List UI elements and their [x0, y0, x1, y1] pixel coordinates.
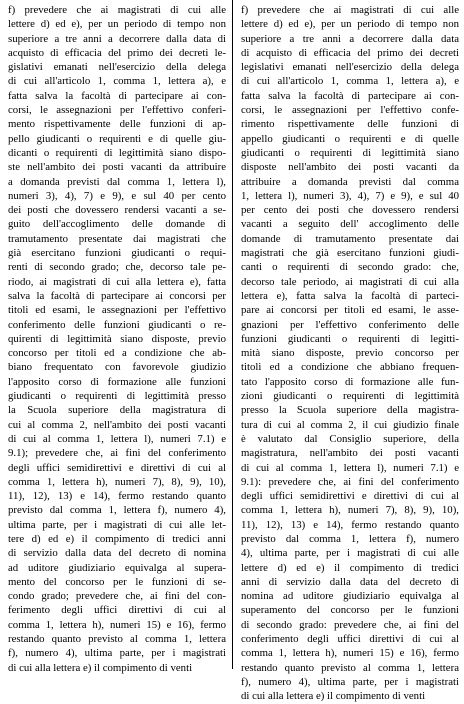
text-line: giudicanti o requirenti di legittimità siano	[241, 146, 459, 159]
text-line: mento rispettivamente delle funzioni di ap-	[8, 118, 226, 131]
text-line: fatta salva la facoltà di partecipare ai con-	[241, 89, 459, 102]
text-line: ste nell'ambito dei posti vacanti da attribuire	[8, 161, 226, 174]
text-line: f), numero 4), ultima parte, per i magistrati	[241, 675, 459, 688]
text-line: ferimento degli uffici direttivi di cui al	[8, 604, 226, 617]
text-line: comma 1, lettera h), numeri 7), 8), 9), 10),	[241, 504, 459, 517]
text-line: legislativi emanati nell'esercizio della delega	[241, 61, 459, 74]
text-line: funzioni giudicanti o requirenti di legitti-	[241, 332, 459, 345]
left-column-text	[8, 3, 226, 675]
text-line: lettere d) ed e), per un periodo di tempo non	[241, 18, 459, 31]
text-line: nomina ad uditore giudiziario equivalga al	[241, 590, 459, 603]
text-line: previsto dal comma 1, lettera f), numero 4),	[8, 504, 226, 517]
text-line: superamento del concorso per le funzioni	[241, 604, 459, 617]
text-line: pare ai concorsi per titoli ed esami, le asse-	[241, 304, 459, 317]
text-line: gnazioni per l'effettivo conferimento delle	[241, 318, 459, 331]
text-line: superiore a tre anni a decorrere dalla data di	[8, 32, 226, 45]
text-line: degli uffici semidirettivi e direttivi di cui al	[8, 461, 226, 474]
text-line: pello giudicanti o requirenti e di quelle giu-	[8, 132, 226, 145]
text-line: biano frequentato con favorevole giudizio	[8, 361, 226, 374]
text-line: di cui al comma 1, lettera l), numeri 7.1) e	[8, 432, 226, 445]
text-line: decorso tale periodo, ai magistrati di cui alla	[241, 275, 459, 288]
text-line: f) prevedere che ai magistrati di cui alle	[241, 4, 459, 16]
text-line: ad uditore giudiziario equivalga al supera-	[8, 561, 226, 574]
text-line: zioni giudicanti o requirenti di legittimità	[241, 390, 459, 403]
text-line: anni di servizio dalla data del decreto di	[241, 575, 459, 588]
text-line: corsi, le assegnazioni per l'effettivo confe-	[241, 104, 459, 117]
text-line: giudicanti o requirenti di legittimità presso	[8, 390, 226, 403]
text-line: di cui all'articolo 1, comma 1, lettera a), e	[8, 75, 226, 88]
text-line: lettera e), fatta salva la facoltà di parteci-	[241, 289, 459, 302]
text-line: di acquisto di efficacia del primo dei decreti	[241, 46, 459, 59]
text-line: attribuire a domanda previsti dal comma	[241, 175, 459, 188]
text-line: riodo, ai magistrati di cui alla lettera e), fatta	[8, 275, 226, 288]
text-line: numeri 3), 4), 7) e 9), e sul 40 per cento	[8, 189, 226, 202]
text-line: tere d) ed e) il compimento di tredici anni	[8, 532, 226, 545]
text-line: fatta salva la facoltà di partecipare ai con-	[8, 89, 226, 102]
text-line: guito dell'accoglimento delle domande di	[8, 218, 226, 231]
text-line: comma 1, lettera h), numeri 15) e 16), fermo	[241, 647, 459, 660]
text-line: f), numero 4), ultima parte, per i magistrati	[8, 647, 226, 660]
text-line: è valutato dal Consiglio superiore, della	[241, 432, 459, 445]
text-line: conferimento degli uffici direttivi di cui al	[241, 633, 459, 646]
text-line: tura di cui al comma 2, il cui giudizio finale	[241, 418, 459, 431]
right-column-text	[241, 3, 459, 704]
text-line: quirenti di legittimità siano disposte, previo	[8, 332, 226, 345]
text-line: magistrati che già esercitano funzioni giudi-	[241, 247, 459, 260]
text-line: vacanti a seguito dell' accoglimento delle	[241, 218, 459, 231]
column-divider	[232, 0, 233, 669]
text-line: di servizio dalla data del decreto di nomina	[8, 547, 226, 560]
text-line: f) prevedere che ai magistrati di cui alle	[8, 4, 226, 16]
text-line: rimento rispettivamente delle funzioni di	[241, 118, 459, 131]
text-line: 9.1); prevedere che, ai fini del conferimento	[8, 447, 226, 460]
text-line: l'apposito corso di formazione alle funzioni	[8, 375, 226, 388]
text-line: per cento dei posti che dovessero rendersi	[241, 204, 459, 217]
text-line: corsi, le assegnazioni per l'effettivo conferi-	[8, 104, 226, 117]
text-line: mità siano disposte, previo concorso per	[241, 347, 459, 360]
text-line: gislativi emanati nell'esercizio della delega	[8, 61, 226, 74]
text-line: condo grado; prevedere che, ai fini del con-	[8, 590, 226, 603]
text-line: titoli ed esami, le assegnazioni per l'effettivo	[8, 304, 226, 317]
text-line: canti o requirenti di secondo grado: che,	[241, 261, 459, 274]
text-line: cui al comma 2, nell'ambito dei posti vacanti	[8, 418, 226, 431]
text-line: restando quanto previsto al comma 1, lettera	[241, 661, 459, 674]
text-line: la Scuola superiore della magistratura di	[8, 404, 226, 417]
text-line: 4), ultima parte, per i magistrati di cui alle	[241, 547, 459, 560]
text-line: previsto dal comma 1, lettera f), numero	[241, 532, 459, 545]
text-line: di cui alla lettera e) il compimento di venti	[8, 661, 193, 674]
text-line: 9.1): prevedere che, ai fini del conferimento	[241, 475, 459, 488]
text-line: già esercitano funzioni giudicanti o requi-	[8, 247, 226, 260]
text-line: lettere d) ed e), per un periodo di tempo non	[8, 18, 226, 31]
text-line: a domanda previsti dal comma 1, lettera l),	[8, 175, 226, 188]
text-line: ultima parte, per i magistrati di cui alle let-	[8, 518, 226, 531]
text-line: lettere d) ed e) il compimento di tredici	[241, 561, 459, 574]
text-line: conferimento delle funzioni giudicanti o re-	[8, 318, 226, 331]
text-line: tramutamento presentate dai magistrati che	[8, 232, 226, 245]
text-line: superiore a tre anni a decorrere dalla data	[241, 32, 459, 45]
text-line: mento del concorso per le funzioni di se-	[8, 575, 226, 588]
text-line: magistratura, nell'ambito dei posti vacanti	[241, 447, 459, 460]
text-line: comma 1, lettera h), numeri 7), 8), 9), 10),	[8, 475, 226, 488]
text-line: comma 1, lettera h), numeri 15) e 16), fermo	[8, 618, 226, 631]
text-line: domande di tramutamento presentate dai	[241, 232, 459, 245]
text-line: degli uffici semidirettivi e direttivi di cui al	[241, 490, 459, 503]
text-line: 1, lettera l), numeri 3), 4), 7) e 9), e sul 40	[241, 189, 459, 202]
text-line: di cui alla lettera e) il compimento di venti	[241, 690, 426, 703]
text-line: titoli ed a condizione che abbiano frequen-	[241, 361, 459, 374]
text-line: appello giudicanti o requirenti e di quelle	[241, 132, 459, 145]
text-line: dicanti o requirenti di legittimità siano dispo-	[8, 146, 226, 159]
text-line: tato l'apposito corso di formazione alle fun-	[241, 375, 459, 388]
text-line: 11), 12), 13) e 14), fermo restando quanto	[241, 518, 459, 531]
text-line: di secondo grado: prevedere che, ai fini del	[241, 618, 459, 631]
text-line: restando quanto previsto al comma 1, lettera	[8, 633, 226, 646]
text-line: di cui all'articolo 1, comma 1, lettera a), e	[241, 75, 459, 88]
text-line: concorso per titoli ed a condizione che ab-	[8, 347, 226, 360]
text-line: acquisto di efficacia del primo dei decreti le-	[8, 46, 226, 59]
text-line: renti di secondo grado; che, decorso tale pe-	[8, 261, 226, 274]
text-line: dei posti che dovessero rendersi vacanti a se-	[8, 204, 226, 217]
text-line: presso la Scuola superiore della magistra-	[241, 404, 459, 417]
text-line: 11), 12), 13) e 14), fermo restando quanto	[8, 490, 226, 503]
text-line: disposte nell'ambito dei posti vacanti da	[241, 161, 459, 174]
text-line: salva la facoltà di partecipare ai concorsi per	[8, 289, 226, 302]
text-line: di cui al comma 1, lettera l), numeri 7.1) e	[241, 461, 459, 474]
